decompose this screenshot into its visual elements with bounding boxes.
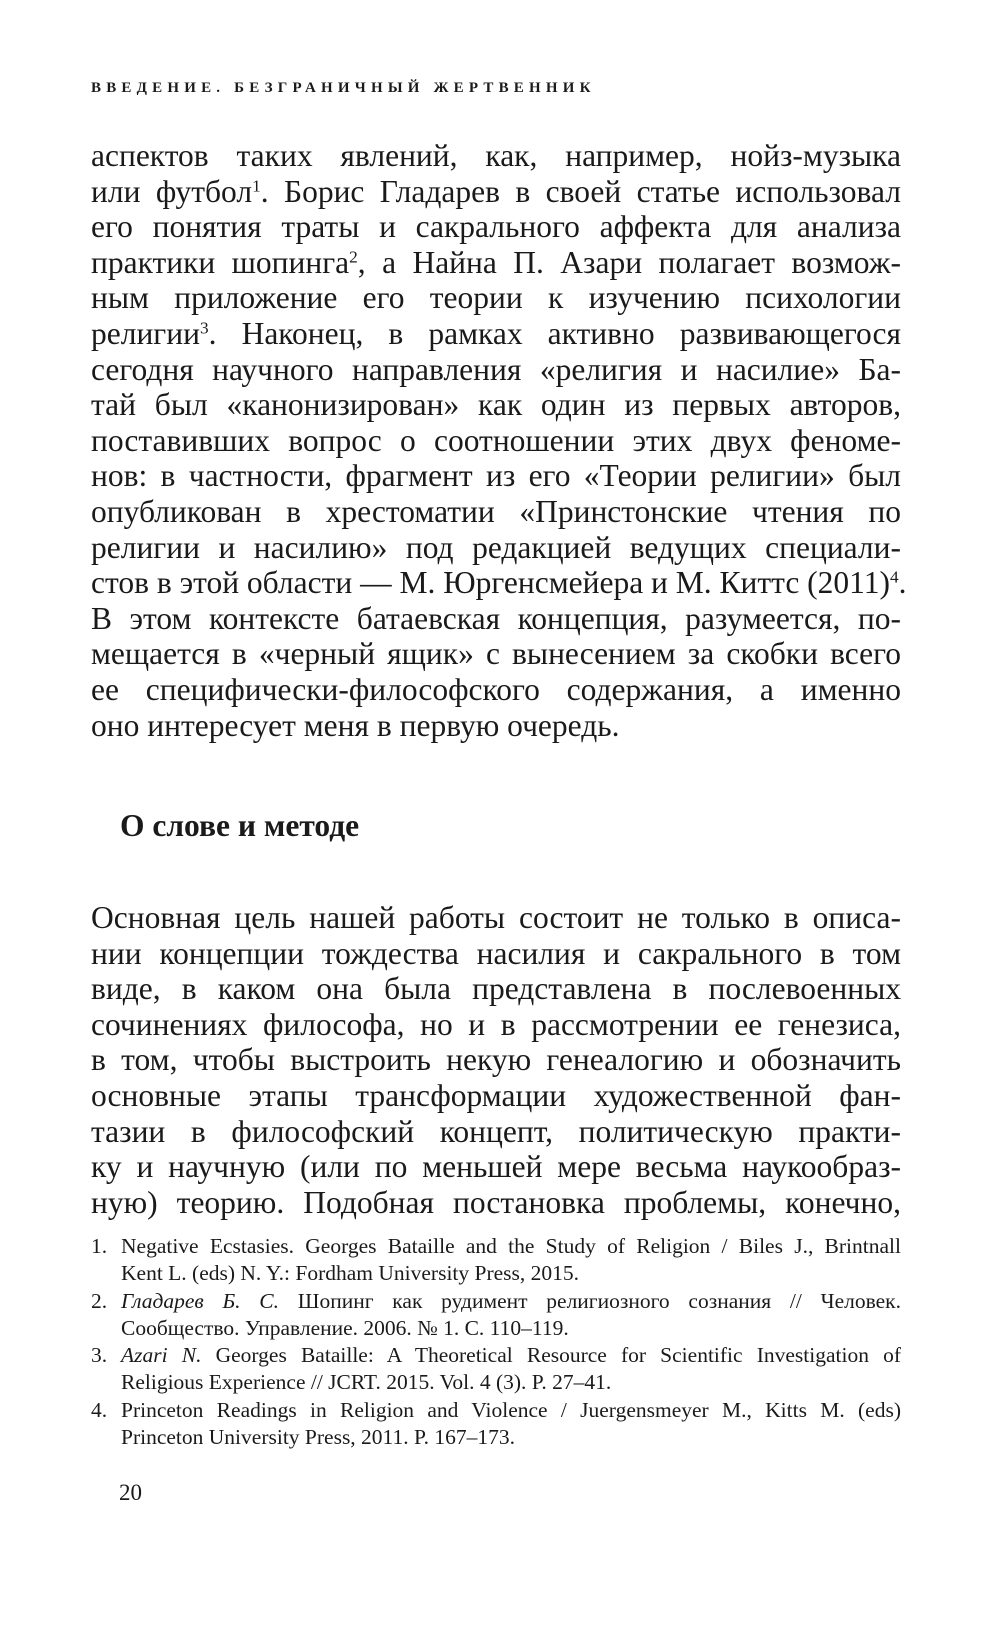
- text-line: В этом контексте батаевская концепция, разумеется, по-: [91, 600, 901, 636]
- text-line: тай был «канонизирован» как один из первых авторов,: [91, 387, 901, 423]
- text-line: мещается в «черный ящик» с вынесением за скобки всего: [91, 636, 901, 672]
- text-line: религии и насилию» под редакцией ведущих специали-: [91, 529, 901, 565]
- text-line: стов в этой области — М. Юргенсмейера и М. Киттс $(2011)^4$.: [91, 565, 907, 601]
- footnote-line: Princeton University Press, 2011. P. 167–173.: [121, 1424, 515, 1449]
- footnote-text: [121, 1288, 901, 1342]
- footnote-1: [91, 1233, 901, 1287]
- footnote-line: Kent L. (eds) N. Y.: Fordham University Press, 2015.: [121, 1261, 580, 1285]
- text-line: сегодня научного направления «религия и насилие» Ба-: [91, 351, 901, 387]
- footnote-text: [121, 1233, 901, 1287]
- text-line: оно интересует меня в первую очередь.: [91, 707, 620, 743]
- text-line: основные этапы трансформации художественной фан-: [91, 1077, 901, 1113]
- footnote-text: [121, 1397, 901, 1451]
- text-line: сочинениях философа, но и в рассмотрении ее генезиса,: [91, 1006, 901, 1042]
- text-line: религии$^3$. Наконец, в рамках активно развивающегося: [91, 315, 901, 351]
- paragraph-2: [91, 900, 901, 1220]
- text-line: поставивших вопрос о соотношении этих двух феноме-: [91, 422, 901, 458]
- footnote-ref-1[interactable]: 1: [252, 176, 261, 196]
- text-line: ную) теорию. Подобная постановка проблемы, конечно,: [91, 1184, 901, 1220]
- footnote-line: Сообщество. Управление. 2006. № 1. С. 110–119.: [121, 1315, 569, 1340]
- footnote-number: 3.: [91, 1343, 108, 1367]
- footnote-2: [91, 1288, 901, 1342]
- text-line: или футбол$^1$. Борис Гладарев в своей статье использовал: [91, 173, 901, 209]
- footnote-3: [91, 1342, 901, 1396]
- footnote-number: 2.: [91, 1288, 108, 1313]
- footnote-line: Гладарев Б. С. Шопинг как рудимент религиозного сознания // Человек.: [121, 1288, 901, 1313]
- footnote-line: Religious Experience // JCRT. 2015. Vol. 4 (3). P. 27–41.: [121, 1370, 612, 1394]
- footnote-text: [121, 1342, 901, 1396]
- text-line: опубликован в хрестоматии «Принстонские чтения по: [91, 493, 901, 529]
- footnotes: [91, 1233, 901, 1451]
- footnote-line: Princeton Readings in Religion and Violence / Juergensmeyer M., Kitts M. (eds): [121, 1397, 901, 1422]
- footnote-number: 1.: [91, 1234, 108, 1258]
- page-number: 20: [119, 1480, 142, 1505]
- footnote-number: 4.: [91, 1397, 108, 1422]
- footnote-ref-4[interactable]: 4: [890, 567, 899, 587]
- text-line: его понятия траты и сакрального аффекта для анализа: [91, 209, 901, 245]
- footnote-ref-3[interactable]: 3: [199, 318, 209, 338]
- text-line: аспектов таких явлений, как, например, нойз-музыка: [91, 138, 901, 173]
- text-line: нии концепции тождества насилия и сакрального в том: [91, 935, 901, 971]
- footnote-4: [91, 1397, 901, 1451]
- text-line: ку и научную (или по меньшей мере весьма наукообраз-: [91, 1149, 901, 1185]
- text-line: тазии в философский концепт, политическую практи-: [91, 1113, 901, 1149]
- footnote-line: Negative Ecstasies. Georges Bataille and the Study of Religion / Biles J., Brintnall: [121, 1234, 901, 1258]
- text-line: ным приложение его теории к изучению психологии: [91, 280, 901, 316]
- text-line: нов: в частности, фрагмент из его «Теории религии» был: [91, 458, 901, 494]
- running-head: ВВЕДЕНИЕ. БЕЗГРАНИЧНЫЙ ЖЕРТВЕННИК: [91, 80, 596, 96]
- text-line: ее специфически-философского содержания, а именно: [91, 671, 901, 707]
- footnote-ref-2[interactable]: 2: [349, 247, 358, 267]
- footnote-author: Гладарев Б. С.: [121, 1288, 280, 1313]
- text-line: в том, чтобы выстроить некую генеалогию и обозначить: [91, 1042, 901, 1078]
- footnote-line: Azari N. Georges Bataille: A Theoretical Resource for Scientific Investigation of: [121, 1343, 902, 1367]
- text-line: практики шопинга$^2$, а Найна П. Азари полагает возмож-: [91, 244, 901, 280]
- text-line: виде, в каком она была представлена в послевоенных: [91, 971, 901, 1007]
- text-line: Основная цель нашей работы состоит не только в описа-: [91, 900, 901, 935]
- paragraph-1: [91, 138, 907, 743]
- footnote-author: Azari N.: [121, 1343, 202, 1367]
- section-heading: О слове и методе: [120, 808, 360, 843]
